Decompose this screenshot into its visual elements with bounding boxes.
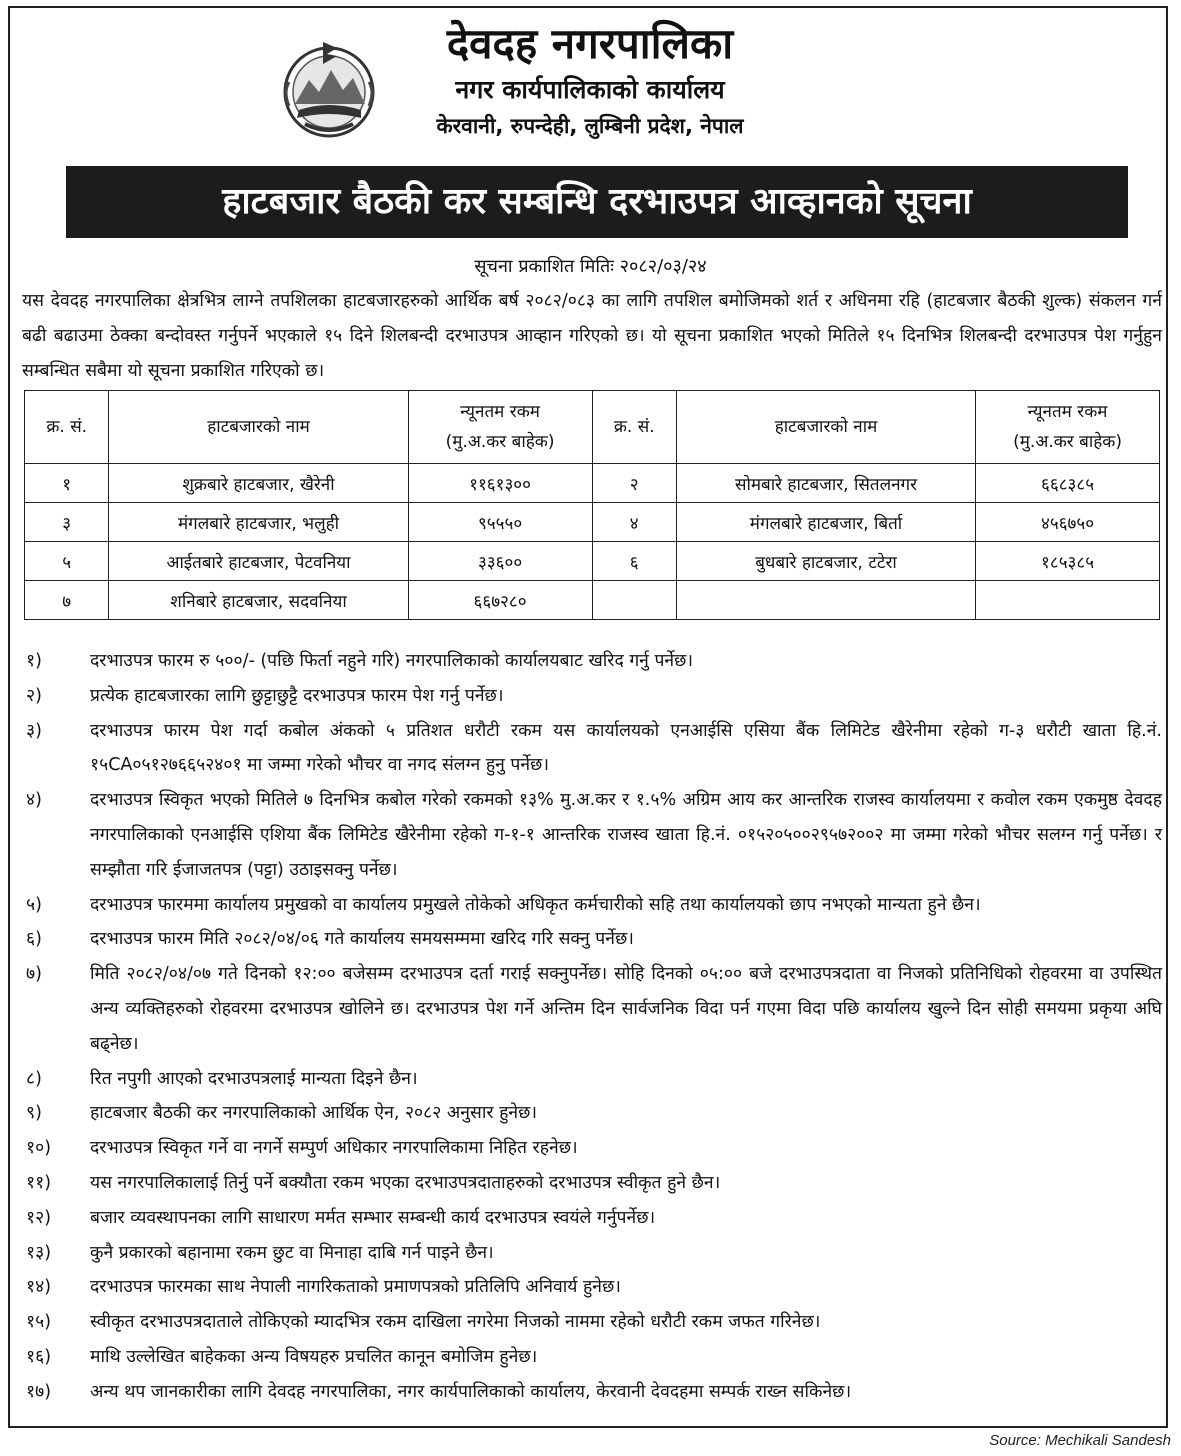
cell-min-amount [976,581,1160,620]
header-sn-2: क्र. सं. [592,391,676,464]
term-number: ८) [26,1068,42,1089]
table-row [25,542,1160,581]
term-number: १२) [26,1207,52,1228]
term-number: ७) [26,964,42,985]
cell-market-name [676,581,975,620]
term-text: दरभाउपत्र स्विकृत गर्ने वा नगर्ने सम्पुर्ण अधिकार नगरपालिकामा निहित रहनेछ। [90,1138,578,1159]
office-name: नगर कार्यपालिकाको कार्यालय [455,75,725,104]
term-number: १) [26,651,42,671]
cell-market-name: आईतबारे हाटबजार, पेटवनिया [109,542,408,581]
table-row [25,464,1160,503]
term-text: बजार व्यवस्थापनका लागि साधारण मर्मत सम्भार सम्बन्धी कार्य दरभाउपत्र स्वयंले गर्नुपर्नेछ। [90,1207,656,1228]
term-text: दरभाउपत्र स्विकृत भएको मितिले ७ दिनभित्र कबोल गरेको रकमको १३% मु.अ.कर र १.५% अग्रिम आय कर आन्तरिक राजस्व कार्यालयमा र कवोल रकम एकमुष्ठ देवदह नगरपालिकाको एनआईसि एशिया बैंक लिमिटेड खैरेनीमा रहेको ग-१-१ आन्तरिक राजस्व खाता हि.नं. ०१५२०५००२९५७२००२ मा जम्मा गरेको भौचर सलग्न गर्नु पर्नेछ। र सम्झौता गरि ईजाजतपत्र (पट्टा) उठाइसक्नु पर्नेछ। [90,790,1162,880]
cell-sn: ३ [25,503,109,542]
list-item [26,922,1162,957]
cell-market-name: मंगलबारे हाटबजार, भलुही [109,503,408,542]
cell-min-amount: ४५६७५० [976,503,1160,542]
header-amount-2-line2: (मु.अ.कर बाहेक) [1013,432,1122,452]
term-number: ११) [26,1172,52,1193]
term-text: दरभाउपत्र फारम पेश गर्दा कबोल अंकको ५ प्रतिशत धरौटी रकम यस कार्यालयको एनआईसि एसिया बैंक लिमिटेड खैरेनीमा रहेको ग-३ धरौटी खाता हि.नं. १५CA०५१२७६६५२४०१ मा जम्मा गरेको भौचर वा नगद संलग्न हुनु पर्नेछ। [90,720,1162,776]
cell-sn: ५ [25,542,109,581]
list-item [26,644,1162,679]
term-number: ६) [26,929,42,950]
cell-market-name: मंगलबारे हाटबजार, बिर्ता [676,503,975,542]
term-text: कुनै प्रकारको बहानामा रकम छुट वा मिनाहा दाबि गर्न पाइने छैन। [90,1242,494,1263]
market-table [24,390,1160,620]
term-text: दरभाउपत्र फारमका साथ नेपाली नागरिकताको प्रमाणपत्रको प्रतिलिपि अनिवार्य हुनेछ। [90,1277,621,1298]
term-text: यस नगरपालिकालाई तिर्नु पर्ने बक्यौता रकम भएका दरभाउपत्रदाताहरुको दरभाउपत्र स्वीकृत हुने छैन। [90,1172,721,1193]
term-text: दरभाउपत्र फारम मिति २०८२/०४/०६ गते कार्यालय समयसम्ममा खरिद गरि सक्नु पर्नेछ। [90,929,634,950]
cell-min-amount: ६६७२८० [408,581,592,620]
list-item [26,1166,1162,1201]
term-number: १५) [26,1312,52,1333]
term-text: प्रत्येक हाटबजारका लागि छुट्टाछुट्टै दरभाउपत्र फारम पेश गर्नु पर्नेछ। [90,685,504,706]
list-item [26,1131,1162,1166]
cell-min-amount: ३३६०० [408,542,592,581]
nepal-government-emblem-icon [275,34,383,142]
table-row [25,581,1160,620]
cell-sn: ६ [592,542,676,581]
cell-market-name: बुधबारे हाटबजार, टटेरा [676,542,975,581]
term-text: स्वीकृत दरभाउपत्रदाताले तोकिएको म्यादभित्र रकम दाखिला नगरेमा निजको नाममा रहेको धरौटी रकम जफत गरिनेछ। [90,1312,821,1333]
header-name: हाटबजारको नाम [109,391,408,464]
list-item [26,679,1162,714]
list-item [26,783,1162,887]
list-item [26,714,1162,784]
term-text: दरभाउपत्र फारम रु ५००/- (पछि फिर्ता नहुने गरि) नगरपालिकाको कार्यालयबाट खरिद गर्नु पर्नेछ। [90,651,694,671]
term-text: दरभाउपत्र फारममा कार्यालय प्रमुखको वा कार्यालय प्रमुखले तोकेको अधिकृत कर्मचारीको सहि तथा कार्यालयको छाप नभएको मान्यता हुने छैन। [90,894,981,915]
publish-date: सूचना प्रकाशित मितिः २०८२/०३/२४ [474,256,707,277]
term-number: १०) [26,1138,52,1159]
term-text: अन्य थप जानकारीका लागि देवदह नगरपालिका, नगर कार्यपालिकाको कार्यालय, केरवानी देवदहमा सम्पर्क राख्न सकिनेछ। [90,1381,852,1402]
term-text: हाटबजार बैठकी कर नगरपालिकाको आर्थिक ऐन, २०८२ अनुसार हुनेछ। [90,1103,537,1124]
cell-market-name: सोमबारे हाटबजार, सितलनगर [676,464,975,503]
org-name: देवदह नगरपालिका [446,19,734,68]
cell-sn: ४ [592,503,676,542]
cell-sn: १ [25,464,109,503]
list-item [26,1201,1162,1236]
term-number: ५) [26,894,42,915]
term-text: रित नपुगी आएको दरभाउपत्रलाई मान्यता दिइने छैन। [90,1068,418,1089]
term-text: माथि उल्लेखित बाहेकका अन्य विषयहरु प्रचलित कानून बमोजिम हुनेछ। [90,1346,538,1367]
list-item [26,1096,1162,1131]
term-number: २) [26,685,42,706]
cell-min-amount: ११६१३०० [408,464,592,503]
header-amount-line1: न्यूनतम रकम [460,402,540,422]
list-item [26,888,1162,923]
term-number: ३) [26,720,42,741]
notice-title: हाटबजार बैठकी कर सम्बन्धि दरभाउपत्र आव्हानको सूचना [66,166,1128,238]
office-address: केरवानी, रुपन्देही, लुम्बिनी प्रदेश, नेपाल [436,114,744,138]
term-number: ४) [26,790,42,811]
list-item [26,1270,1162,1305]
source-credit: Source: Mechikali Sandesh [989,1432,1171,1449]
list-item [26,1062,1162,1097]
list-item [26,1340,1162,1375]
header-amount [408,391,592,464]
header-amount-line2: (मु.अ.कर बाहेक) [445,432,555,452]
header-name-2: हाटबजारको नाम [676,391,975,464]
table-row [25,503,1160,542]
cell-min-amount: ९५५५० [408,503,592,542]
intro-paragraph: यस देवदह नगरपालिका क्षेत्रभित्र लाग्ने तपशिलका हाटबजारहरुको आर्थिक बर्ष २०८२/०८३ का लागि तपशिल बमोजिमको शर्त र अधिनमा रहि (हाटबजार बैठकी शुल्क) संकलन गर्न बढी बढाउमा ठेक्का बन्दोवस्त गर्नुपर्ने भएकाले १५ दिने शिलबन्दी दरभाउपत्र आव्हान गरिएको छ। यो सूचना प्रकाशित भएको मितिले १५ दिनभित्र शिलबन्दी दरभाउपत्र पेश गर्नुहुन सम्बन्धित सबैमा यो सूचना प्रकाशित गरिएको छ। [22,291,1162,381]
cell-sn: ७ [25,581,109,620]
list-item [26,1375,1162,1410]
cell-min-amount: ६६८३८५ [976,464,1160,503]
term-number: १७) [26,1381,52,1402]
cell-sn: २ [592,464,676,503]
term-text: मिति २०८२/०४/०७ गते दिनको १२:०० बजेसम्म दरभाउपत्र दर्ता गराई सक्नुपर्नेछ। सोहि दिनको ०५:०० बजे दरभाउपत्रदाता वा निजको प्रतिनिधिको रोहवरमा वा उपस्थित अन्य व्यक्तिहरुको रोहवरमा दरभाउपत्र खोलिने छ। दरभाउपत्र पेश गर्ने अन्तिम दिन सार्वजनिक विदा पर्न गएमा विदा पछि कार्यालय खुल्ने दिन सोही समयमा प्रकृया अघि बढ्नेछ। [90,964,1162,1054]
cell-market-name: शनिबारे हाटबजार, सदवनिया [109,581,408,620]
table-header-row [25,391,1160,464]
list-item [26,1236,1162,1271]
term-number: ९) [26,1103,42,1124]
header-amount-2 [976,391,1160,464]
list-item [26,957,1162,1061]
cell-market-name: शुक्रबारे हाटबजार, खैरेनी [109,464,408,503]
list-item [26,1305,1162,1340]
cell-min-amount: १८५३८५ [976,542,1160,581]
header-amount-2-line1: न्यूनतम रकम [1027,402,1108,422]
term-number: १३) [26,1242,52,1263]
header-sn: क्र. सं. [25,391,109,464]
term-number: १६) [26,1346,52,1367]
terms-list [26,644,1162,1410]
cell-sn [592,581,676,620]
term-number: १४) [26,1277,52,1298]
